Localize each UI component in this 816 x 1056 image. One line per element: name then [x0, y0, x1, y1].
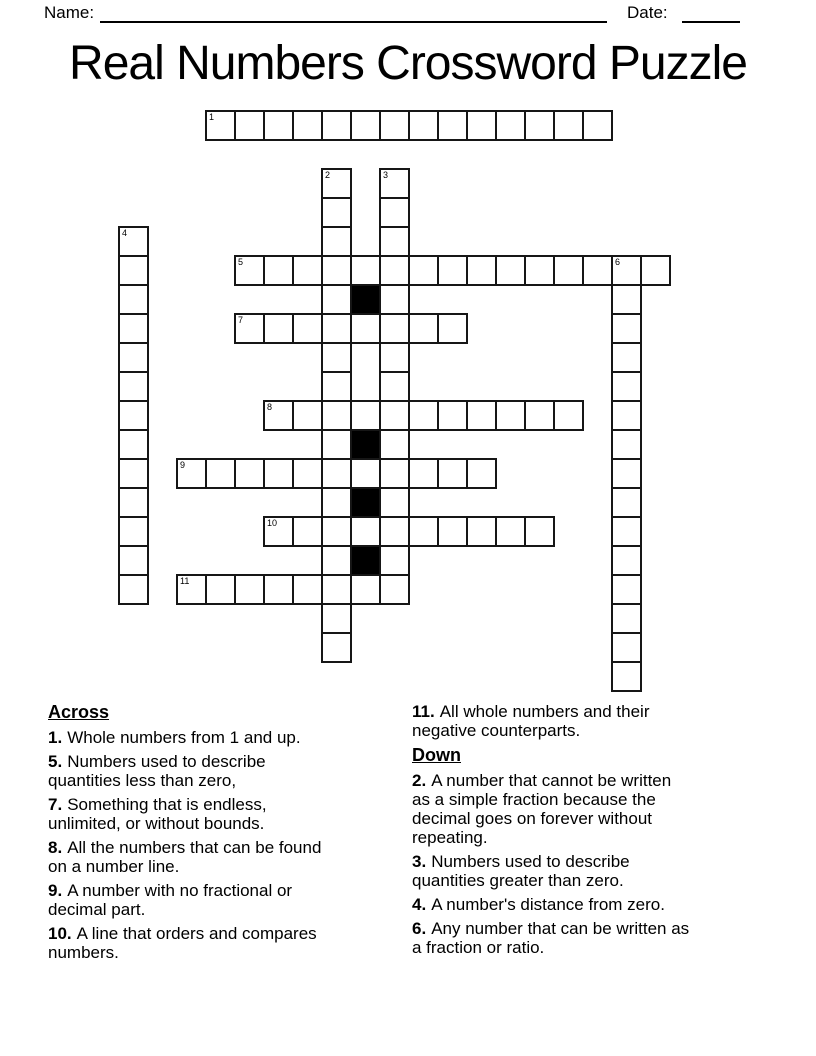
- grid-cell[interactable]: [379, 110, 410, 141]
- grid-cell[interactable]: [118, 255, 149, 286]
- grid-cell[interactable]: [263, 458, 294, 489]
- grid-cell[interactable]: [437, 110, 468, 141]
- black-cell: [350, 429, 381, 460]
- cell-number: 1: [209, 112, 215, 122]
- clue-down-3: 3. Numbers used to describe quantities greater than zero.: [412, 852, 630, 890]
- grid-cell[interactable]: [118, 226, 149, 257]
- grid-cell[interactable]: [292, 110, 323, 141]
- grid-cell[interactable]: [321, 516, 352, 547]
- cell-number: 6: [615, 257, 621, 267]
- grid-cell[interactable]: [263, 255, 294, 286]
- grid-cell[interactable]: [321, 632, 352, 663]
- clue-down-6: 6. Any number that can be written as a fraction or ratio.: [412, 919, 690, 957]
- grid-cell[interactable]: [611, 342, 642, 373]
- grid-cell[interactable]: [408, 255, 439, 286]
- grid-cell[interactable]: [582, 110, 613, 141]
- grid-cell[interactable]: [292, 400, 323, 431]
- grid-cell[interactable]: [437, 458, 468, 489]
- grid-cell[interactable]: [553, 255, 584, 286]
- grid-cell[interactable]: [640, 255, 671, 286]
- grid-cell[interactable]: [437, 516, 468, 547]
- grid-cell[interactable]: [466, 110, 497, 141]
- grid-cell[interactable]: [466, 255, 497, 286]
- cell-number: 10: [267, 518, 278, 528]
- grid-cell[interactable]: [321, 574, 352, 605]
- grid-cell[interactable]: [321, 255, 352, 286]
- grid-cell[interactable]: [379, 458, 410, 489]
- grid-cell[interactable]: [466, 458, 497, 489]
- page-title: Real Numbers Crossword Puzzle: [69, 37, 747, 90]
- grid-cell[interactable]: [408, 110, 439, 141]
- grid-cell[interactable]: [321, 371, 352, 402]
- grid-cell[interactable]: [205, 574, 236, 605]
- grid-cell[interactable]: [408, 458, 439, 489]
- black-cell: [350, 487, 381, 518]
- grid-cell[interactable]: [321, 400, 352, 431]
- grid-cell[interactable]: [379, 371, 410, 402]
- grid-cell[interactable]: [611, 603, 642, 634]
- grid-cell[interactable]: [118, 313, 149, 344]
- grid-cell[interactable]: [350, 574, 381, 605]
- grid-cell[interactable]: [379, 197, 410, 228]
- grid-cell[interactable]: [176, 458, 207, 489]
- grid-cell[interactable]: [495, 110, 526, 141]
- grid-cell[interactable]: [292, 458, 323, 489]
- grid-cell[interactable]: [379, 574, 410, 605]
- grid-cell[interactable]: [321, 603, 352, 634]
- down-heading: Down: [412, 745, 461, 765]
- grid-cell[interactable]: [321, 226, 352, 257]
- grid-cell[interactable]: [321, 168, 352, 199]
- grid-cell[interactable]: [292, 574, 323, 605]
- grid-cell[interactable]: [263, 574, 294, 605]
- grid-cell[interactable]: [321, 313, 352, 344]
- grid-cell[interactable]: [234, 255, 265, 286]
- grid-cell[interactable]: [611, 400, 642, 431]
- grid-cell[interactable]: [524, 400, 555, 431]
- grid-cell[interactable]: [350, 110, 381, 141]
- grid-cell[interactable]: [379, 342, 410, 373]
- grid-cell[interactable]: [611, 487, 642, 518]
- grid-cell[interactable]: [118, 342, 149, 373]
- grid-cell[interactable]: [611, 632, 642, 663]
- grid-cell[interactable]: [350, 400, 381, 431]
- clue-across-8: 8. All the numbers that can be found on a number line.: [48, 838, 322, 876]
- grid-cell[interactable]: [321, 284, 352, 315]
- black-cell: [350, 545, 381, 576]
- grid-cell[interactable]: [437, 400, 468, 431]
- grid-cell[interactable]: [495, 400, 526, 431]
- grid-cell[interactable]: [263, 313, 294, 344]
- cell-number: 8: [267, 402, 273, 412]
- grid-cell[interactable]: [611, 313, 642, 344]
- grid-cell[interactable]: [234, 313, 265, 344]
- grid-cell[interactable]: [321, 487, 352, 518]
- grid-cell[interactable]: [524, 110, 555, 141]
- grid-cell[interactable]: [379, 429, 410, 460]
- grid-cell[interactable]: [611, 371, 642, 402]
- grid-cell[interactable]: [379, 516, 410, 547]
- grid-cell[interactable]: [553, 110, 584, 141]
- grid-cell[interactable]: [205, 458, 236, 489]
- grid-cell[interactable]: [118, 284, 149, 315]
- grid-cell[interactable]: [350, 313, 381, 344]
- clue-down-4: 4. A number's distance from zero.: [412, 895, 665, 914]
- grid-cell[interactable]: [292, 313, 323, 344]
- grid-cell[interactable]: [379, 313, 410, 344]
- grid-cell[interactable]: [466, 400, 497, 431]
- grid-cell[interactable]: [234, 458, 265, 489]
- grid-cell[interactable]: [611, 574, 642, 605]
- grid-cell[interactable]: [321, 197, 352, 228]
- grid-cell[interactable]: [263, 110, 294, 141]
- grid-cell[interactable]: [437, 313, 468, 344]
- grid-cell[interactable]: [408, 400, 439, 431]
- grid-cell[interactable]: [379, 168, 410, 199]
- clues-left-column: [48, 702, 393, 967]
- grid-cell[interactable]: [553, 400, 584, 431]
- grid-cell[interactable]: [234, 574, 265, 605]
- grid-cell[interactable]: [118, 545, 149, 576]
- grid-cell[interactable]: [350, 255, 381, 286]
- name-label: Name:: [44, 3, 95, 22]
- cell-number: 3: [383, 170, 389, 180]
- cell-number: 5: [238, 257, 244, 267]
- clue-down-2: 2. A number that cannot be written as a simple fraction because the decimal goes on forever without repeating.: [412, 771, 672, 847]
- grid-cell[interactable]: [263, 516, 294, 547]
- grid-cell[interactable]: [379, 545, 410, 576]
- grid-cell[interactable]: [524, 516, 555, 547]
- grid-cell[interactable]: [495, 516, 526, 547]
- grid-cell[interactable]: [524, 255, 555, 286]
- cell-number: 11: [180, 576, 190, 586]
- grid-cell[interactable]: [611, 284, 642, 315]
- grid-cell[interactable]: [118, 371, 149, 402]
- cell-number: 2: [325, 170, 331, 180]
- grid-cell[interactable]: [582, 255, 613, 286]
- grid-cell[interactable]: [611, 429, 642, 460]
- grid-cell[interactable]: [408, 516, 439, 547]
- grid-cell[interactable]: [611, 661, 642, 692]
- grid-cell[interactable]: [118, 516, 149, 547]
- grid-cell[interactable]: [321, 110, 352, 141]
- cell-number: 7: [238, 315, 244, 325]
- clues-right-column: [412, 702, 767, 962]
- black-cell: [350, 284, 381, 315]
- grid-cell[interactable]: [263, 400, 294, 431]
- clue-across-7: 7. Something that is endless, unlimited, or without bounds.: [48, 795, 267, 833]
- grid-cell[interactable]: [321, 458, 352, 489]
- grid-cell[interactable]: [118, 400, 149, 431]
- grid-cell[interactable]: [379, 226, 410, 257]
- grid-cell[interactable]: [611, 545, 642, 576]
- grid-cell[interactable]: [321, 429, 352, 460]
- date-label: Date:: [627, 3, 668, 22]
- grid-cell[interactable]: [350, 516, 381, 547]
- clue-across-9: 9. A number with no fractional or decimal part.: [48, 881, 293, 919]
- grid-cell[interactable]: [234, 110, 265, 141]
- grid-cell[interactable]: [379, 284, 410, 315]
- grid-cell[interactable]: [437, 255, 468, 286]
- grid-cell[interactable]: [611, 516, 642, 547]
- grid-cell[interactable]: [292, 516, 323, 547]
- grid-cell[interactable]: [611, 458, 642, 489]
- clue-across-5: 5. Numbers used to describe quantities less than zero,: [48, 752, 266, 790]
- grid-cell[interactable]: [292, 255, 323, 286]
- grid-cell[interactable]: [466, 516, 497, 547]
- grid-cell[interactable]: [379, 487, 410, 518]
- grid-cell[interactable]: [118, 487, 149, 518]
- grid-cell[interactable]: [379, 400, 410, 431]
- grid-cell[interactable]: [350, 458, 381, 489]
- grid-cell[interactable]: [611, 255, 642, 286]
- grid-cell[interactable]: [176, 574, 207, 605]
- grid-cell[interactable]: [495, 255, 526, 286]
- clue-across-1: 1. Whole numbers from 1 and up.: [48, 728, 301, 747]
- grid-cell[interactable]: [205, 110, 236, 141]
- grid-cell[interactable]: [118, 574, 149, 605]
- grid-cell[interactable]: [379, 255, 410, 286]
- grid-cell[interactable]: [408, 313, 439, 344]
- grid-cell[interactable]: [321, 545, 352, 576]
- cell-number: 9: [180, 460, 186, 470]
- grid-cell[interactable]: [321, 342, 352, 373]
- cell-number: 4: [122, 228, 128, 238]
- grid-cell[interactable]: [118, 458, 149, 489]
- grid-cell[interactable]: [118, 429, 149, 460]
- clue-across-10: 10. A line that orders and compares numbers.: [48, 924, 317, 962]
- clue-across-11: 11. All whole numbers and their negative counterparts.: [412, 702, 650, 740]
- across-heading: Across: [48, 702, 110, 722]
